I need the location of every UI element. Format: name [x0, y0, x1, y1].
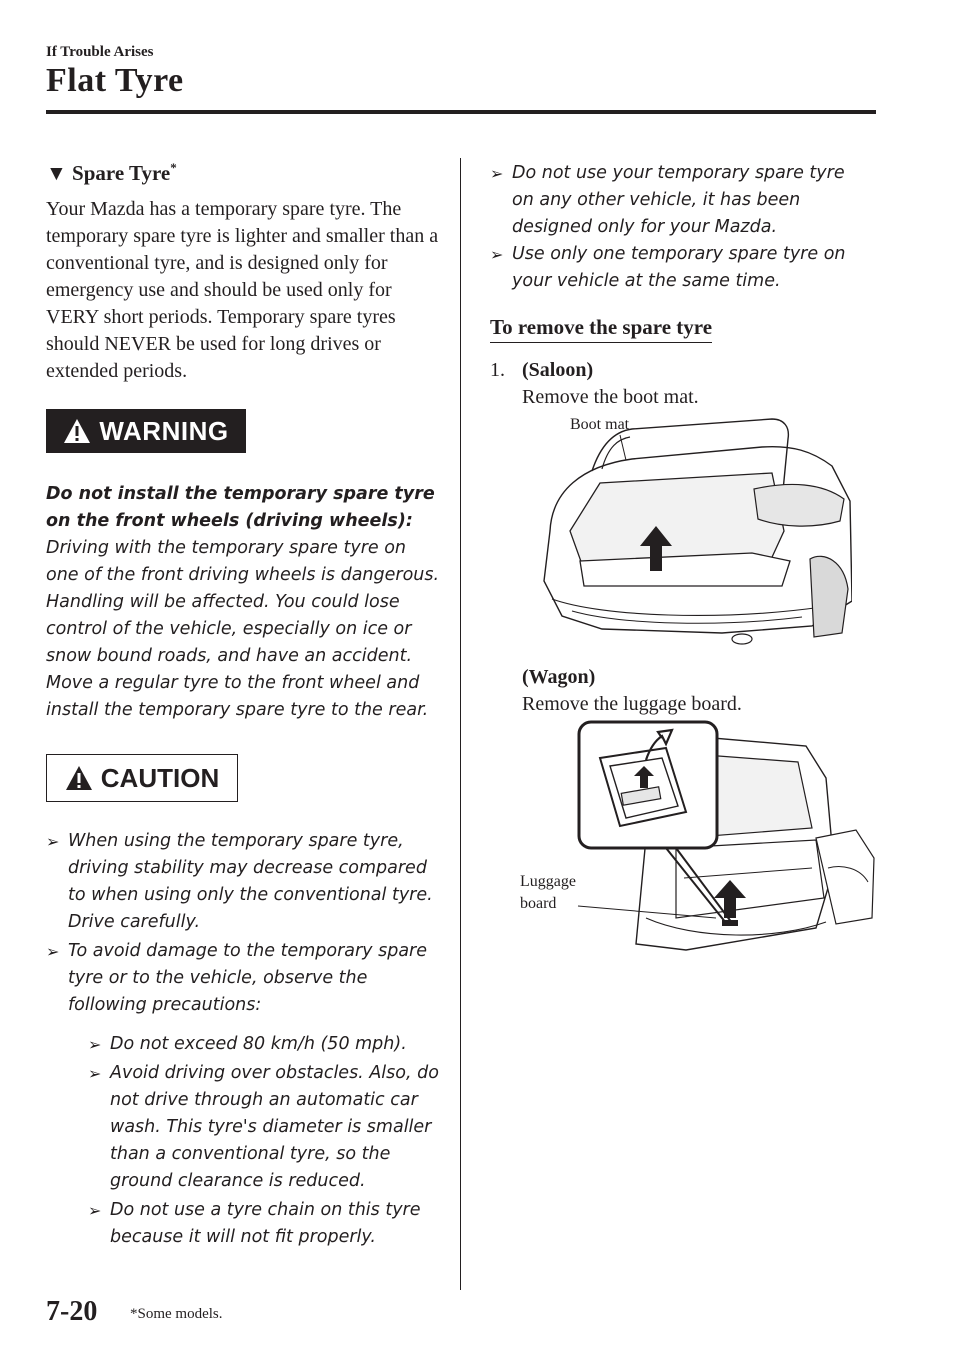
boot-mat-label: Boot mat — [570, 416, 630, 433]
heading-asterisk: * — [170, 160, 177, 175]
footnote: *Some models. — [130, 1306, 223, 1322]
spare-tyre-body: Your Mazda has a temporary spare tyre. The temporary spare tyre is lighter and smaller than a conventional tyre, and is designed only for emergency use and should be used only for VERY short periods. Temporary spare tyres should NEVER be used for long drives or extended periods. — [46, 198, 439, 382]
wagon-instruction: Remove the luggage board. — [522, 693, 742, 715]
heading-marker: ▼ — [46, 161, 67, 185]
bullet-arrow-icon: ➢ — [88, 1064, 102, 1083]
caution-item: ➢ To avoid damage to the temporary spare tyre or to the vehicle, observe the following precautions: — [46, 938, 441, 1019]
bullet-arrow-icon: ➢ — [490, 245, 504, 264]
page-title: Flat Tyre — [46, 62, 184, 99]
precaution-item: ➢ Do not use your temporary spare tyre on any other vehicle, it has been designed only for your Mazda. — [490, 160, 870, 241]
warning-triangle-icon — [63, 418, 91, 444]
warning-label: WARNING — [99, 415, 229, 446]
bullet-arrow-icon: ➢ — [88, 1035, 102, 1054]
bullet-arrow-icon: ➢ — [490, 164, 504, 183]
saloon-boot-illustration — [522, 411, 852, 656]
caution-triangle-icon — [65, 765, 93, 791]
header-rule — [46, 110, 876, 114]
left-column — [46, 160, 441, 1253]
precaution-item: ➢ Do not exceed 80 km/h (50 mph). — [88, 1031, 441, 1058]
caution-banner — [46, 754, 238, 802]
step-number: 1. — [490, 359, 505, 381]
bullet-arrow-icon: ➢ — [46, 942, 60, 961]
wagon-label: (Wagon) — [522, 666, 596, 688]
luggage-board-label-line1: Luggage — [520, 873, 576, 890]
precaution-item: ➢ Avoid driving over obstacles. Also, do not drive through an automatic car wash. This tyre's diameter is smaller than a conventional tyre, so the ground clearance is reduced. — [88, 1060, 441, 1195]
step-1 — [490, 357, 870, 958]
precaution-item: ➢ Do not use a tyre chain on this tyre because it will not fit properly. — [88, 1197, 441, 1251]
luggage-board-label-line2: board — [520, 895, 557, 912]
right-column — [490, 160, 870, 958]
section-name: If Trouble Arises — [46, 44, 154, 60]
precaution-list-continued — [490, 160, 870, 295]
precaution-item: ➢ Use only one temporary spare tyre on your vehicle at the same time. — [490, 241, 870, 295]
bullet-arrow-icon: ➢ — [88, 1201, 102, 1220]
warning-banner — [46, 409, 246, 453]
spare-tyre-heading — [46, 160, 441, 186]
caution-item: ➢ When using the temporary spare tyre, driving stability may decrease compared to when using only the conventional tyre. Drive carefully. — [46, 828, 441, 936]
bullet-arrow-icon: ➢ — [46, 832, 60, 851]
precaution-list — [88, 1031, 441, 1251]
saloon-label: (Saloon) — [522, 359, 594, 381]
column-divider — [460, 158, 461, 1290]
remove-spare-heading: To remove the spare tyre — [490, 315, 712, 343]
caution-list — [46, 828, 441, 1251]
saloon-instruction: Remove the boot mat. — [522, 386, 699, 408]
caution-label: CAUTION — [100, 762, 220, 793]
wagon-luggage-illustration — [516, 718, 876, 958]
warning-heading: Do not install the temporary spare tyre on the front wheels (driving wheels): — [46, 484, 435, 531]
page-number: 7-20 — [46, 1296, 98, 1327]
heading-text: Spare Tyre — [72, 161, 171, 185]
warning-body: Driving with the temporary spare tyre on one of the front driving wheels is dangerous. Handling will be affected. You could lose control of the vehicle, especially on ice or snow bound roads, and have an accident. Move a regular tyre to the front wheel and install the temporary spare tyre to the rear. — [46, 538, 440, 720]
